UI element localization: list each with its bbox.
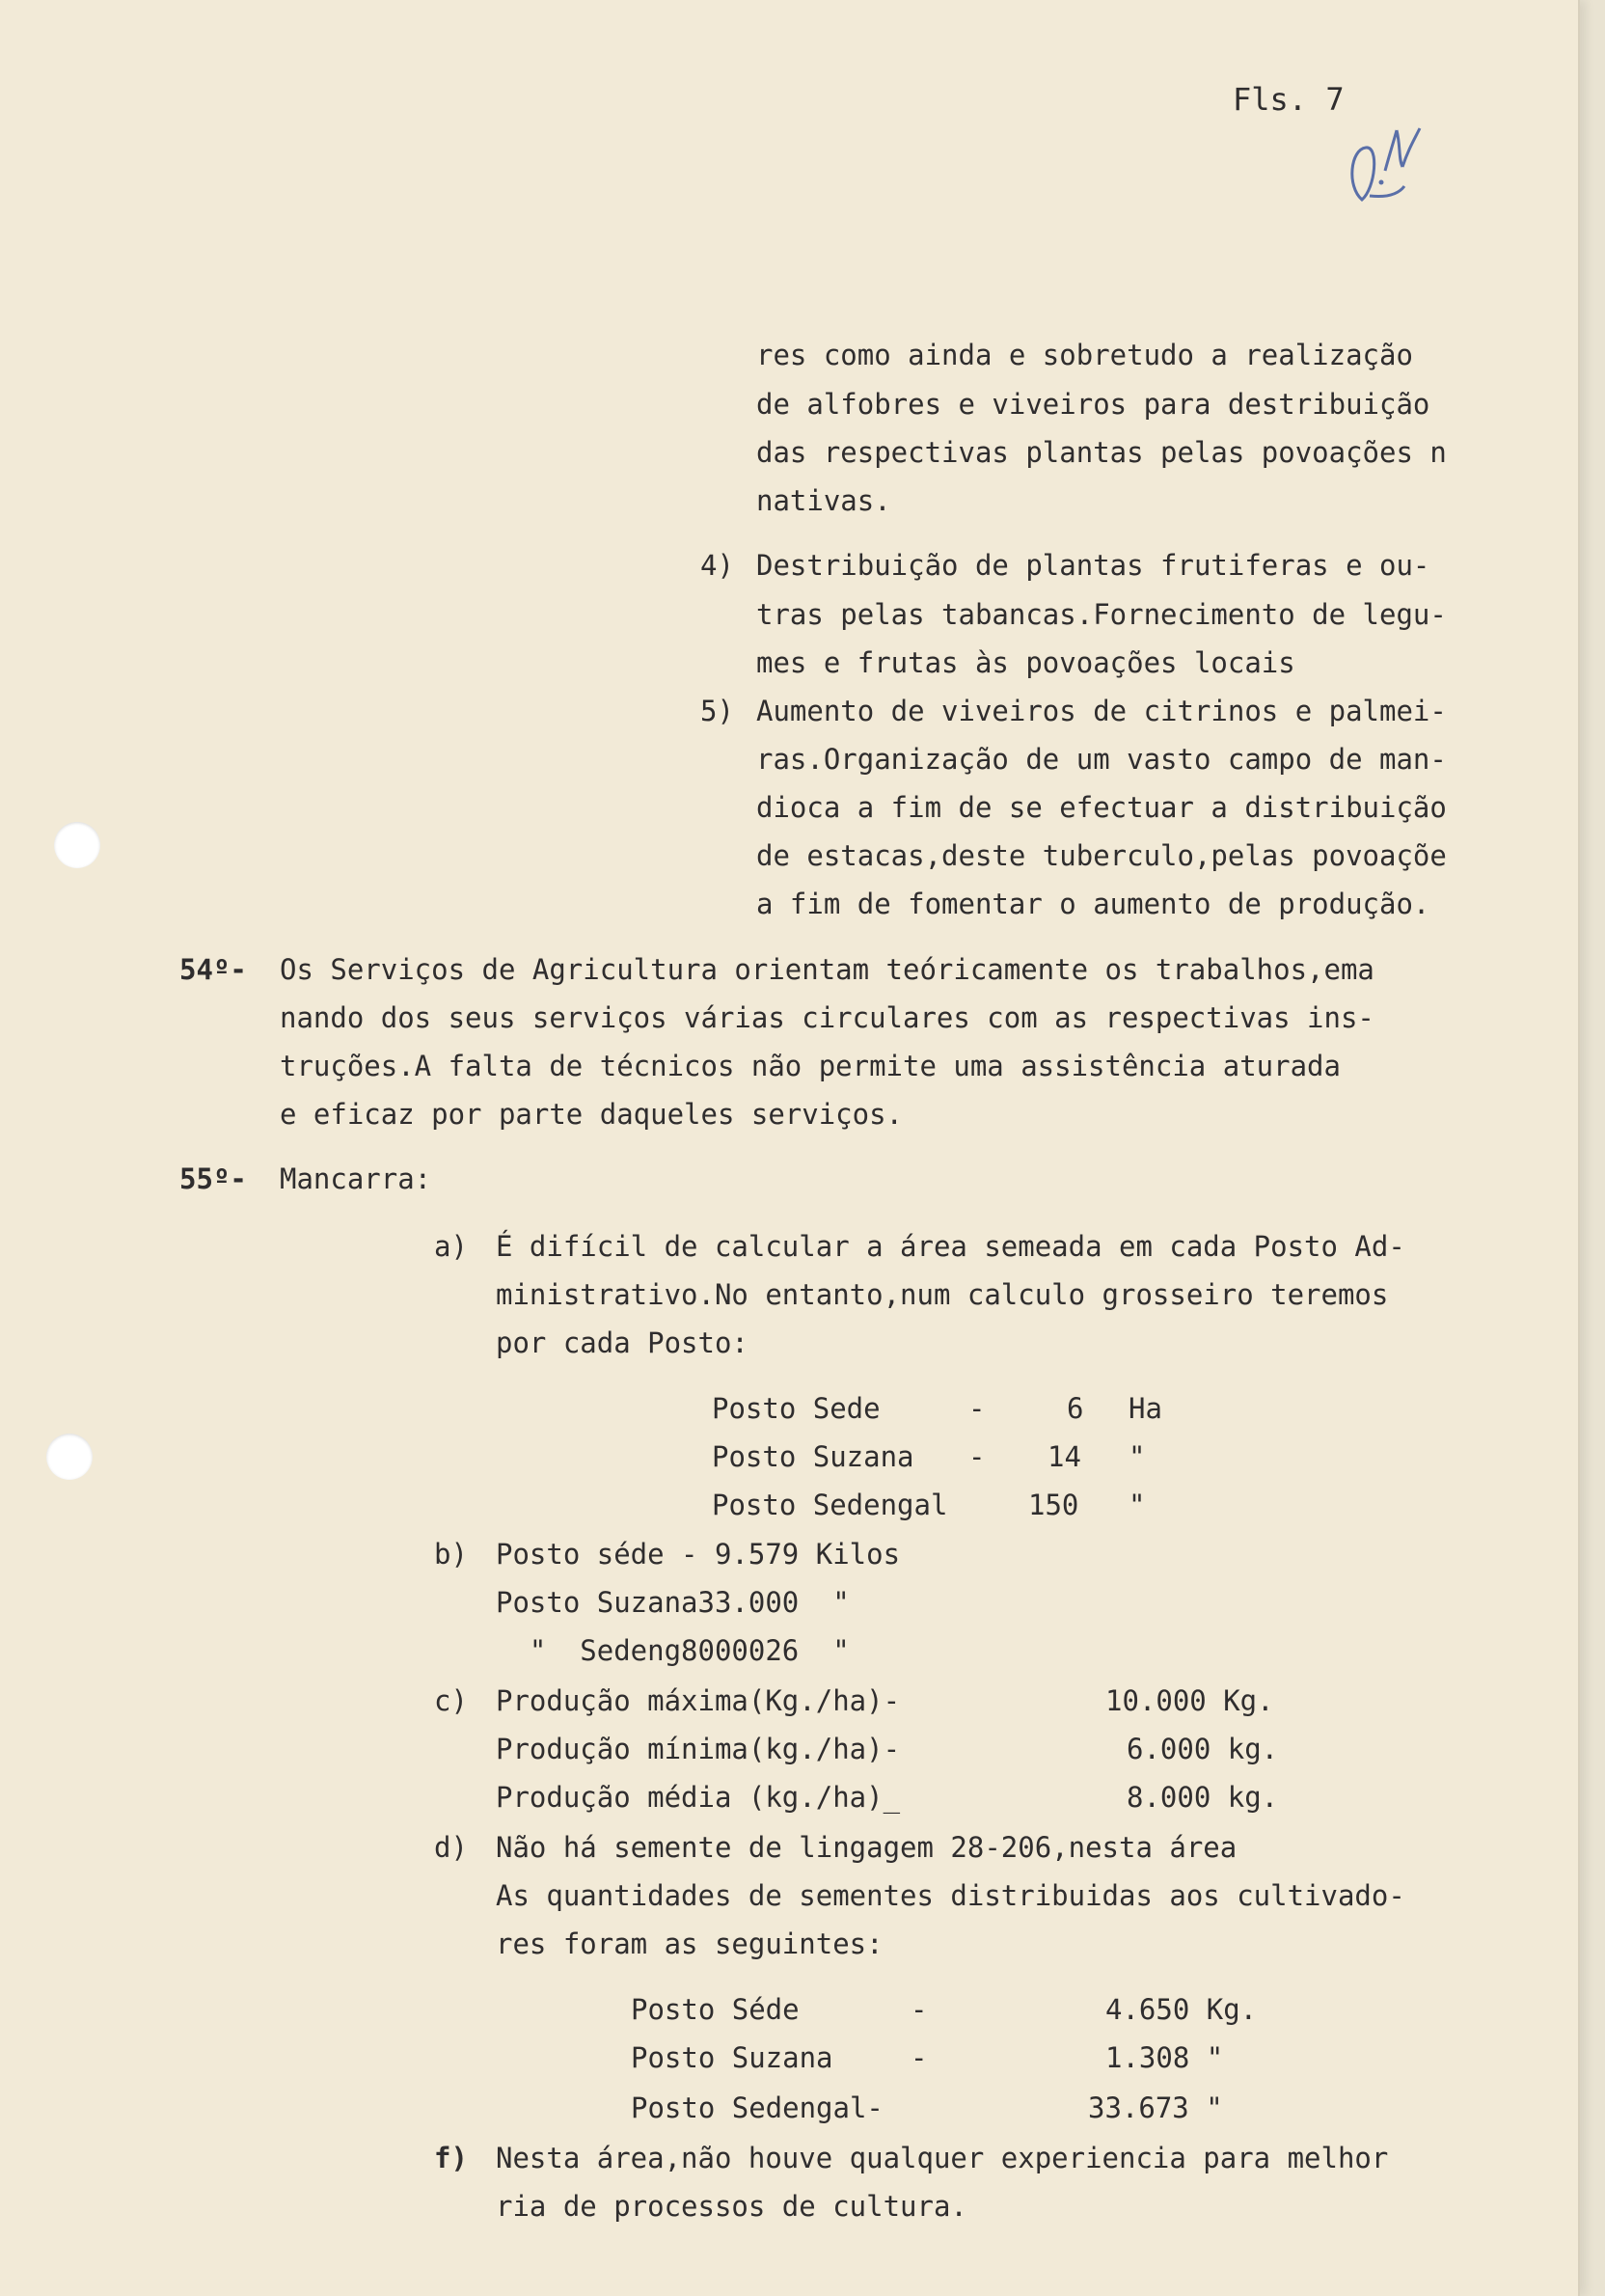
punch-hole-icon [46, 1434, 93, 1480]
item-line: ras.Organização de um vasto campo de man- [756, 743, 1447, 776]
production-value: 6.000 kg. [1127, 1733, 1279, 1765]
production-value: 10.000 Kg. [1105, 1684, 1274, 1717]
item-line: mes e frutas às povoações locais [756, 646, 1295, 679]
section-line: truções.A falta de técnicos não permite uma assistência aturada [280, 1050, 1341, 1082]
section-line: e eficaz por parte daqueles serviços. [280, 1098, 904, 1131]
posto-dash: - [968, 1440, 986, 1473]
posto-dash: - [968, 1392, 986, 1425]
posto-name: Posto Sedengal- [631, 2091, 884, 2124]
section-title: Mancarra: [280, 1162, 432, 1195]
item-line: tras pelas tabancas.Fornecimento de legu- [756, 598, 1447, 631]
posto-unit: Ha [1129, 1392, 1162, 1425]
item-marker: b) [434, 1538, 468, 1571]
item-line: ministrativo.No entanto,num calculo grosseiro teremos [496, 1278, 1389, 1311]
continuation-line: res como ainda e sobretudo a realização [756, 339, 1413, 371]
item-line: Destribuição de plantas frutiferas e ou- [756, 549, 1430, 582]
initials-signature-icon [1341, 111, 1428, 217]
item-line: As quantidades de sementes distribuidas aos cultivado- [496, 1879, 1405, 1912]
punch-hole-icon [54, 822, 100, 868]
continuation-line: das respectivas plantas pelas povoações n [756, 436, 1447, 469]
item-marker: d) [434, 1831, 468, 1864]
continuation-line: nativas. [756, 484, 891, 517]
item-line: por cada Posto: [496, 1326, 748, 1359]
item-line: a fim de fomentar o aumento de produção. [756, 888, 1430, 920]
posto-name: Posto Séde [631, 1993, 800, 2026]
item-line: ria de processos de cultura. [496, 2190, 967, 2223]
item-line: Posto séde - 9.579 Kilos [496, 1538, 901, 1571]
posto-name: Posto Sedengal [712, 1489, 948, 1521]
item-marker: 5) [700, 695, 734, 727]
section-number: 54º- [179, 953, 247, 986]
posto-value: 4.650 Kg. [1105, 1993, 1258, 2026]
item-marker: 4) [700, 549, 734, 582]
page-number: Fls. 7 [1233, 81, 1345, 118]
item-line: dioca a fim de se efectuar a distribuição [756, 791, 1447, 824]
posto-dash: - [911, 2041, 928, 2074]
item-line: Não há semente de lingagem 28-206,nesta área [496, 1831, 1238, 1864]
item-line: Nesta área,não houve qualquer experiencia para melhor [496, 2142, 1389, 2174]
posto-unit: " [1129, 1489, 1146, 1521]
posto-value: 1.308 " [1105, 2041, 1224, 2074]
section-number: 55º- [179, 1162, 247, 1195]
posto-value: 14 [1047, 1440, 1081, 1473]
item-marker: c) [434, 1684, 468, 1717]
posto-name: Posto Suzana [631, 2041, 833, 2074]
posto-value: 6 [1067, 1392, 1084, 1425]
item-line: " Sedeng8000026 " [496, 1634, 850, 1667]
production-value: 8.000 kg. [1127, 1781, 1279, 1814]
production-label: Produção média (kg./ha)_ [496, 1781, 901, 1814]
posto-dash: - [911, 1993, 928, 2026]
item-line: de estacas,deste tuberculo,pelas povoaçõe [756, 839, 1447, 872]
item-line: É difícil de calcular a área semeada em cada Posto Ad- [496, 1230, 1405, 1263]
item-marker: f) [434, 2142, 468, 2174]
production-label: Produção mínima(kg./ha)- [496, 1733, 901, 1765]
posto-value: 33.673 " [1088, 2091, 1223, 2124]
posto-name: Posto Suzana [712, 1440, 914, 1473]
posto-unit: " [1129, 1440, 1146, 1473]
posto-name: Posto Sede [712, 1392, 881, 1425]
item-line: Aumento de viveiros de citrinos e palmei- [756, 695, 1447, 727]
production-label: Produção máxima(Kg./ha)- [496, 1684, 901, 1717]
posto-value: 150 [1028, 1489, 1079, 1521]
section-line: Os Serviços de Agricultura orientam teóricamente os trabalhos,ema [280, 953, 1374, 986]
item-line: res foram as seguintes: [496, 1927, 884, 1960]
continuation-line: de alfobres e viveiros para destribuição [756, 388, 1430, 421]
item-marker: a) [434, 1230, 468, 1263]
item-line: Posto Suzana33.000 " [496, 1586, 850, 1619]
section-line: nando dos seus serviços várias circulares com as respectivas ins- [280, 1001, 1374, 1034]
